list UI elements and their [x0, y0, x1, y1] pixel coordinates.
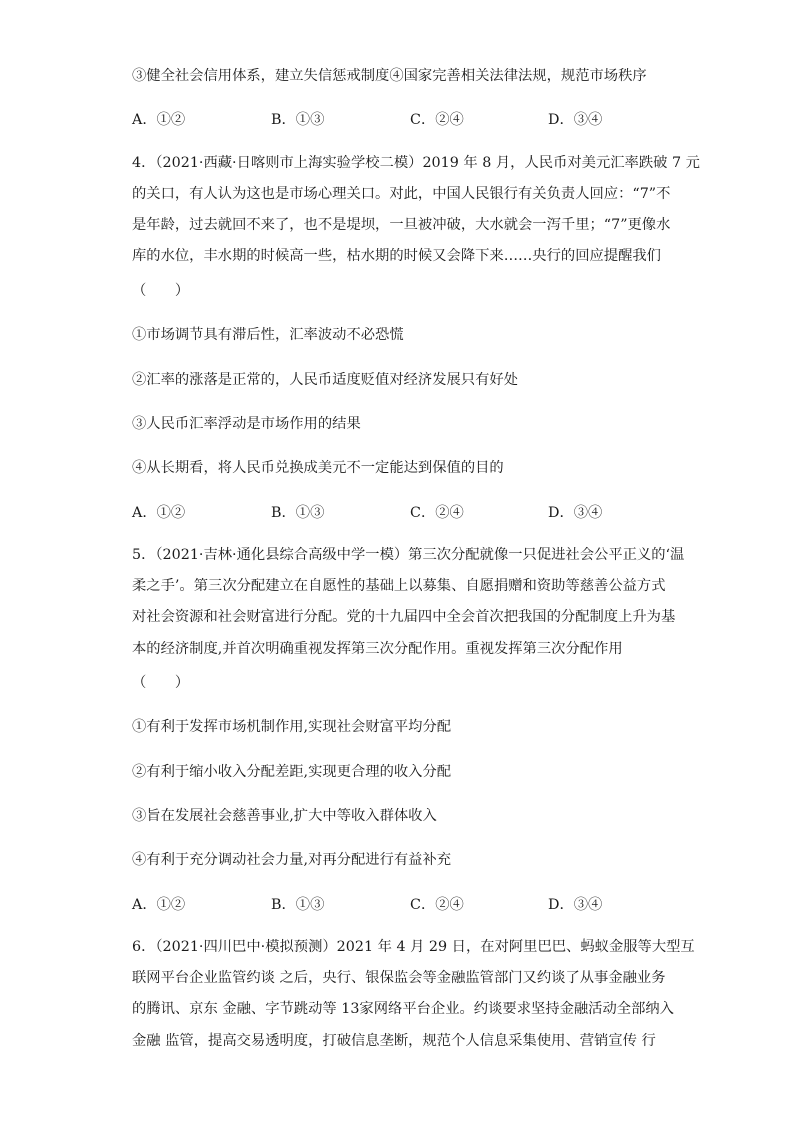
q3-choices	[132, 110, 692, 130]
q4-stem-line: 的关口，有人认为这也是市场心理关口。对此，中国人民银行有关负责人回应：“7”不	[132, 186, 671, 202]
q3-choice-c: C．②④	[410, 112, 464, 128]
q5-option: ①有利于发挥市场机制作用,实现社会财富平均分配	[132, 719, 452, 735]
q4-choice-d: D．③④	[548, 505, 603, 521]
q4-stem-line: 库的水位，丰水期的时候高一些，枯水期的时候又会降下来……央行的回应提醒我们	[132, 248, 661, 264]
q3-option-line: ③健全社会信用体系，建立失信惩戒制度④国家完善相关法律法规，规范市场秩序	[132, 68, 647, 84]
q3-choice-a: A．①②	[132, 112, 186, 128]
q5-option: ②有利于缩小收入分配差距,实现更合理的收入分配	[132, 764, 452, 780]
q4-stem-line: 4．（2021·西藏·日喀则市上海实验学校二模）2019 年 8 月，人民币对美元汇率跌破 7 元	[132, 155, 700, 171]
q5-option: ③旨在发展社会慈善事业,扩大中等收入群体收入	[132, 808, 437, 824]
q4-option: ③人民币汇率浮动是市场作用的结果	[132, 416, 361, 432]
q4-option: ①市场调节具有滞后性，汇率波动不必恐慌	[132, 327, 404, 343]
q5-stem-line: 柔之手’。第三次分配建立在自愿性的基础上以募集、自愿捐赠和资助等慈善公益方式	[132, 578, 666, 594]
q6-stem-line: 金融 监管，提高交易透明度，打破信息垄断，规范个人信息采集使用、营销宣传 行	[132, 1033, 656, 1049]
q5-option: ④有利于充分调动社会力量,对再分配进行有益补充	[132, 852, 452, 868]
q5-stem-line: 对社会资源和社会财富进行分配。党的十九届四中全会首次把我国的分配制度上升为基	[132, 609, 676, 625]
q5-choice-c: C．②④	[410, 897, 464, 913]
q6-stem-line: 6．（2021·四川巴中·模拟预测）2021 年 4 月 29 日，在对阿里巴巴、蚂蚁金服等大型互	[132, 939, 695, 955]
q4-choice-a: A．①②	[132, 505, 186, 521]
q4-option: ④从长期看，将人民币兑换成美元不一定能达到保值的目的	[132, 460, 504, 476]
q3-choice-b: B．①③	[271, 112, 325, 128]
q5-stem-line: 本的经济制度,并首次明确重视发挥第三次分配作用。重视发挥第三次分配作用	[132, 641, 623, 657]
q5-answer-blank: （ ）	[132, 675, 190, 691]
q5-stem-line: 5．（2021·吉林·通化县综合高级中学一模）第三次分配就像一只促进社会公平正义的‘温	[132, 547, 685, 563]
q3-choice-d: D．③④	[548, 112, 603, 128]
q5-choice-b: B．①③	[271, 897, 325, 913]
q5-choices	[132, 895, 692, 915]
q6-stem-line: 的腾讯、京东 金融、字节跳动等 13家网络平台企业。约谈要求坚持金融活动全部纳入	[132, 1001, 674, 1017]
q4-stem-line: 是年龄，过去就回不来了，也不是堤坝，一旦被冲破，大水就会一泻千里；“7”更像水	[132, 217, 671, 233]
q4-answer-blank: （ ）	[132, 283, 190, 299]
q6-stem-line: 联网平台企业监管约谈 之后，央行、银保监会等金融监管部门又约谈了从事金融业务	[132, 970, 666, 986]
q4-choice-b: B．①③	[271, 505, 325, 521]
q5-choice-d: D．③④	[548, 897, 603, 913]
q5-choice-a: A．①②	[132, 897, 186, 913]
q4-choices	[132, 503, 692, 523]
q4-option: ②汇率的涨落是正常的，人民币适度贬值对经济发展只有好处	[132, 372, 519, 388]
q4-choice-c: C．②④	[410, 505, 464, 521]
